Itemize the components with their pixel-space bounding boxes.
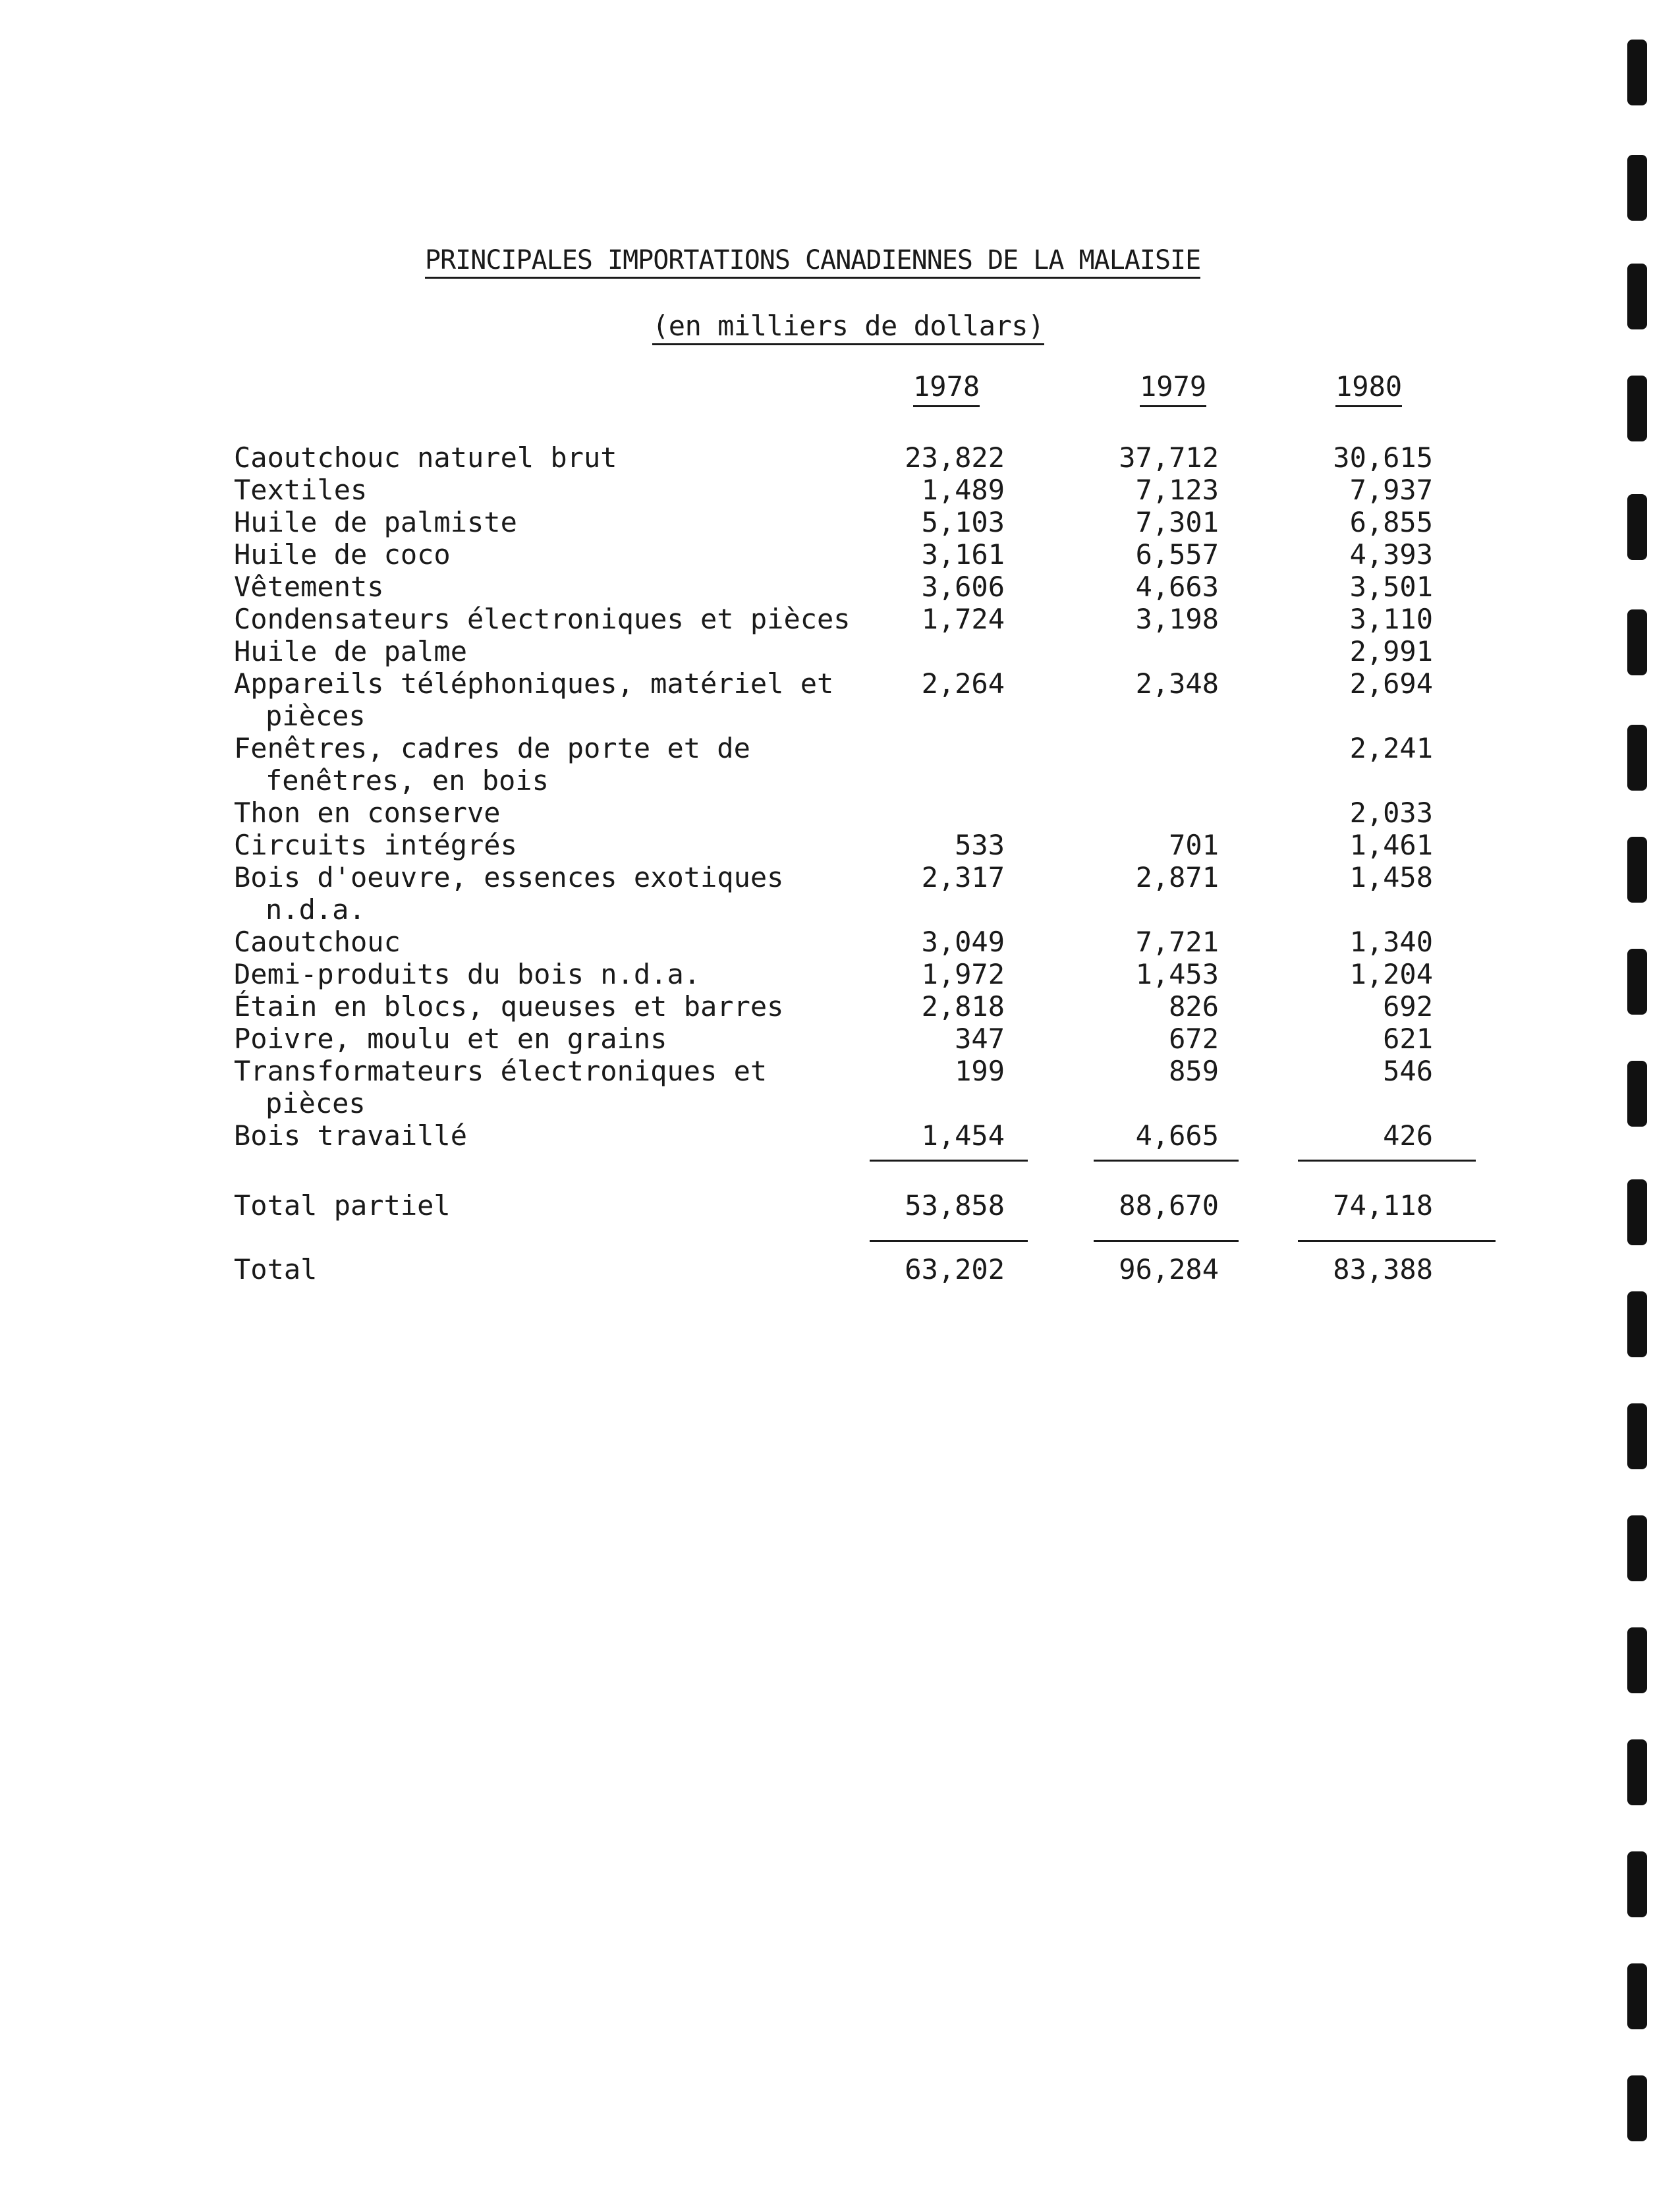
cell-1978: 533 [955, 829, 1005, 861]
cell-1980: 1,461 [1349, 829, 1433, 861]
row-label-line: Fenêtres, cadres de porte et de [234, 732, 750, 764]
row-label-line: Demi-produits du bois n.d.a. [234, 958, 701, 990]
subtotal-cell-1979: 88,670 [1119, 1189, 1219, 1222]
subtotal-rule-1979 [1094, 1160, 1239, 1162]
table-row [0, 474, 1680, 507]
cell-1978: 2,264 [921, 667, 1005, 700]
cell-1979: 3,198 [1135, 603, 1219, 635]
cell-1979: 7,123 [1135, 474, 1219, 506]
cell-1979: 4,665 [1135, 1119, 1219, 1152]
row-label [234, 635, 467, 667]
cell-1980: 2,991 [1349, 635, 1433, 667]
cell-1978: 2,818 [921, 990, 1005, 1023]
cell-1978: 347 [955, 1023, 1005, 1055]
row-label-continuation: pièces [266, 700, 366, 732]
binding-mark [1627, 40, 1647, 105]
cell-1980: 621 [1383, 1023, 1433, 1055]
binding-mark [1627, 2075, 1647, 2141]
table-row [0, 571, 1680, 604]
cell-1979: 2,871 [1135, 861, 1219, 893]
subtotal-rule-1980 [1298, 1160, 1476, 1162]
table-row [0, 506, 1680, 539]
binding-mark [1627, 1851, 1647, 1917]
row-label [234, 861, 783, 926]
cell-1980: 4,393 [1349, 538, 1433, 571]
row-label-line: Textiles [234, 474, 368, 506]
binding-mark [1627, 1403, 1647, 1469]
row-label-continuation: fenêtres, en bois [266, 764, 549, 797]
binding-mark [1627, 837, 1647, 903]
total-label: Total [234, 1253, 318, 1285]
binding-mark [1627, 1061, 1647, 1127]
cell-1979: 2,348 [1135, 667, 1219, 700]
row-label-line: Thon en conserve [234, 797, 501, 829]
cell-1979: 4,663 [1135, 571, 1219, 603]
table-row [0, 1023, 1680, 1056]
total-cell-1978: 63,202 [905, 1253, 1005, 1285]
total-cell-1980: 83,388 [1333, 1253, 1433, 1285]
row-label-continuation: pièces [266, 1087, 366, 1119]
cell-1980: 2,694 [1349, 667, 1433, 700]
year-header-1979: 1979 [1140, 370, 1206, 407]
row-label-line: Bois travaillé [234, 1119, 468, 1152]
cell-1980: 2,033 [1349, 797, 1433, 829]
row-label-line: Vêtements [234, 571, 384, 603]
row-label [234, 732, 750, 797]
row-label-line: Appareils téléphoniques, matériel et [234, 667, 834, 700]
binding-mark [1627, 264, 1647, 329]
total-row [0, 1253, 1680, 1286]
row-label-line: Condensateurs électroniques et pièces [234, 603, 851, 635]
cell-1979: 37,712 [1119, 441, 1219, 474]
row-label-line: Étain en blocs, queuses et barres [234, 990, 784, 1023]
row-label [234, 603, 851, 635]
cell-1980: 3,501 [1349, 571, 1433, 603]
cell-1980: 30,615 [1333, 441, 1433, 474]
total-rule-1980 [1298, 1240, 1496, 1242]
cell-1979: 701 [1169, 829, 1219, 861]
row-label [234, 1023, 667, 1055]
cell-1980: 2,241 [1349, 732, 1433, 764]
year-header-1978: 1978 [913, 370, 980, 407]
table-row [0, 958, 1680, 991]
row-label [234, 797, 501, 829]
row-label [234, 474, 367, 506]
cell-1978: 3,049 [921, 926, 1005, 958]
cell-1979: 6,557 [1135, 538, 1219, 571]
table-row [0, 1055, 1680, 1119]
page-title: PRINCIPALES IMPORTATIONS CANADIENNES DE LA MALAISIE [425, 245, 1200, 279]
row-label-line: Bois d'oeuvre, essences exotiques [234, 861, 784, 893]
binding-mark [1627, 1515, 1647, 1581]
row-label [234, 926, 401, 958]
cell-1978: 1,454 [921, 1119, 1005, 1152]
cell-1980: 426 [1383, 1119, 1433, 1152]
cell-1980: 1,340 [1349, 926, 1433, 958]
binding-mark [1627, 725, 1647, 791]
cell-1980: 546 [1383, 1055, 1433, 1087]
table-row [0, 441, 1680, 474]
subtotal-row [0, 1189, 1680, 1222]
row-label-continuation: n.d.a. [266, 893, 366, 926]
row-label-line: Caoutchouc [234, 926, 401, 958]
table-row [0, 861, 1680, 926]
year-header-1980: 1980 [1335, 370, 1402, 407]
cell-1978: 199 [955, 1055, 1005, 1087]
cell-1980: 692 [1383, 990, 1433, 1023]
row-label [234, 667, 833, 732]
cell-1980: 3,110 [1349, 603, 1433, 635]
row-label [234, 538, 451, 571]
binding-mark [1627, 155, 1647, 221]
row-label [234, 571, 384, 603]
table-row [0, 797, 1680, 830]
binding-mark [1627, 1963, 1647, 2029]
cell-1978: 1,724 [921, 603, 1005, 635]
subtotal-rule-1978 [870, 1160, 1028, 1162]
cell-1978: 1,972 [921, 958, 1005, 990]
cell-1978: 3,161 [921, 538, 1005, 571]
table-row [0, 603, 1680, 636]
table-row [0, 635, 1680, 668]
table-row [0, 1119, 1680, 1152]
row-label [234, 829, 517, 861]
row-label-line: Huile de coco [234, 538, 451, 571]
cell-1979: 7,721 [1135, 926, 1219, 958]
cell-1979: 826 [1169, 990, 1219, 1023]
cell-1980: 1,204 [1349, 958, 1433, 990]
row-label [234, 958, 700, 990]
binding-mark [1627, 609, 1647, 675]
page-subtitle: (en milliers de dollars) [652, 310, 1044, 345]
row-label-line: Huile de palme [234, 635, 468, 667]
subtotal-cell-1980: 74,118 [1333, 1189, 1433, 1222]
binding-mark [1627, 949, 1647, 1015]
table-row [0, 667, 1680, 732]
table-row [0, 829, 1680, 862]
cell-1978: 1,489 [921, 474, 1005, 506]
cell-1980: 7,937 [1349, 474, 1433, 506]
row-label [234, 1055, 767, 1119]
cell-1978: 5,103 [921, 506, 1005, 538]
binding-mark [1627, 1739, 1647, 1805]
row-label-line: Poivre, moulu et en grains [234, 1023, 667, 1055]
row-label [234, 1119, 467, 1152]
binding-mark [1627, 1179, 1647, 1245]
table-row [0, 926, 1680, 959]
binding-mark [1627, 1627, 1647, 1693]
row-label-line: Caoutchouc naturel brut [234, 441, 617, 474]
total-rule-1979 [1094, 1240, 1239, 1242]
row-label [234, 441, 617, 474]
row-label-line: Huile de palmiste [234, 506, 517, 538]
cell-1979: 672 [1169, 1023, 1219, 1055]
table-row [0, 538, 1680, 571]
table-row [0, 732, 1680, 797]
row-label-line: Circuits intégrés [234, 829, 517, 861]
total-rule-1978 [870, 1240, 1028, 1242]
binding-mark [1627, 494, 1647, 560]
total-cell-1979: 96,284 [1119, 1253, 1219, 1285]
table-row [0, 990, 1680, 1023]
row-label [234, 506, 517, 538]
cell-1979: 1,453 [1135, 958, 1219, 990]
cell-1980: 6,855 [1349, 506, 1433, 538]
subtotal-cell-1978: 53,858 [905, 1189, 1005, 1222]
subtotal-label: Total partiel [234, 1189, 451, 1222]
cell-1979: 859 [1169, 1055, 1219, 1087]
row-label-line: Transformateurs électroniques et [234, 1055, 768, 1087]
binding-mark [1627, 376, 1647, 441]
cell-1978: 23,822 [905, 441, 1005, 474]
row-label [234, 990, 783, 1023]
cell-1980: 1,458 [1349, 861, 1433, 893]
cell-1978: 3,606 [921, 571, 1005, 603]
cell-1978: 2,317 [921, 861, 1005, 893]
binding-mark [1627, 1291, 1647, 1357]
cell-1979: 7,301 [1135, 506, 1219, 538]
